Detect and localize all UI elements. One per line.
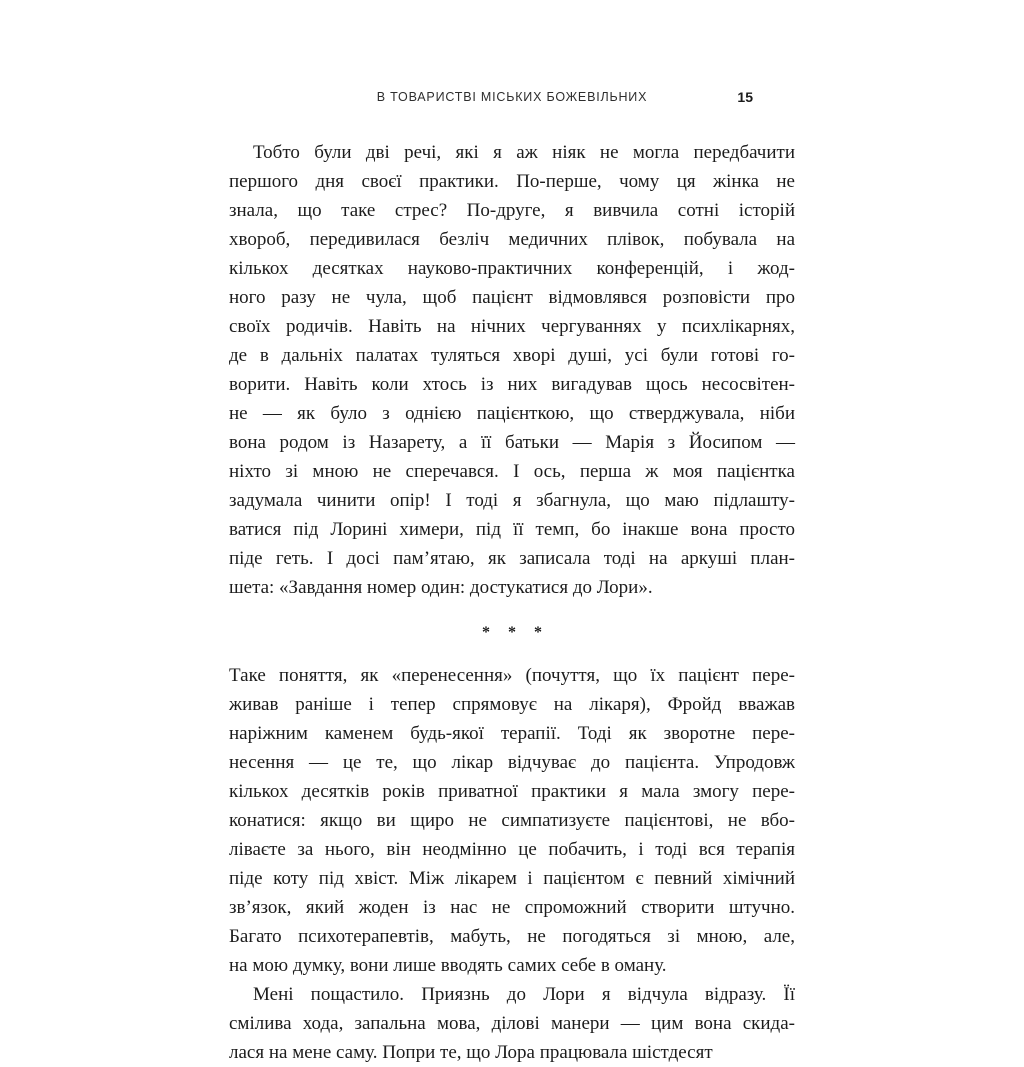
text-line: конатися: якщо ви щиро не симпатизуєте пацієнтові, не вбо- xyxy=(229,810,795,831)
text-line: зв’язок, який жоден із нас не спроможний створити штучно. xyxy=(229,897,795,918)
text-line: де в дальніх палатах туляться хворі душі, усі були готові го- xyxy=(229,345,795,366)
text-line: хвороб, передивилася безліч медичних плівок, побувала на xyxy=(229,229,795,250)
page-header xyxy=(229,90,795,108)
text-line: піде геть. І досі пам’ятаю, як записала тоді на аркуші план- xyxy=(229,548,795,569)
text-line: піде коту під хвіст. Між лікарем і пацієнтом є певний хімічний xyxy=(229,868,795,889)
text-block xyxy=(229,138,795,1067)
text-line: на мою думку, вони лише вводять самих себе в оману. xyxy=(229,955,667,976)
text-line: кількох десятків років приватної практики я мала змогу пере- xyxy=(229,781,795,802)
text-line: шета: «Завдання номер один: достукатися до Лори». xyxy=(229,577,653,598)
text-line: Багато психотерапевтів, мабуть, не погодяться зі мною, але, xyxy=(229,926,795,947)
text-line: несення — це те, що лікар відчуває до пацієнта. Упродовж xyxy=(229,752,795,773)
section-separator: * * * xyxy=(482,624,549,641)
text-line: ватися під Лорині химери, під її темп, бо інакше вона просто xyxy=(229,519,795,540)
text-line: лася на мене саму. Попри те, що Лора працювала шістдесят xyxy=(229,1042,713,1063)
text-line: не — як було з однією пацієнткою, що стверджувала, ніби xyxy=(229,403,795,424)
text-line: ліваєте за нього, він неодмінно це побачить, і тоді вся терапія xyxy=(229,839,795,860)
text-line: живав раніше і тепер спрямовує на лікаря), Фройд вважав xyxy=(229,694,795,715)
text-line: ворити. Навіть коли хтось із них вигадував щось несосвітен- xyxy=(229,374,795,395)
paragraph xyxy=(229,138,795,602)
page-content xyxy=(229,0,795,1067)
text-line: ного разу не чула, щоб пацієнт відмовлявся розповісти про xyxy=(229,287,795,308)
paragraph xyxy=(229,661,795,980)
text-line: своїх родичів. Навіть на нічних чергуваннях у психлікарнях, xyxy=(229,316,795,337)
text-line: смілива хода, запальна мова, ділові манери — цим вона скида- xyxy=(229,1013,795,1034)
text-line: Таке поняття, як «перенесення» (почуття, що їх пацієнт пере- xyxy=(229,665,795,686)
text-line: ніхто зі мною не сперечався. І ось, перша ж моя пацієнтка xyxy=(229,461,795,482)
running-header: В ТОВАРИСТВІ МІСЬКИХ БОЖЕВІЛЬНИХ xyxy=(376,90,648,104)
text-line: наріжним каменем будь-якої терапії. Тоді як зворотне пере- xyxy=(229,723,795,744)
page-number: 15 xyxy=(737,89,753,105)
text-line: кількох десятках науково-практичних конференцій, і жод- xyxy=(229,258,795,279)
paragraph xyxy=(229,980,795,1067)
text-line: вона родом із Назарету, а її батьки — Марія з Йосипом — xyxy=(229,432,795,453)
text-line: знала, що таке стрес? По-друге, я вивчила сотні історій xyxy=(229,200,795,221)
text-line: Мені пощастило. Приязнь до Лори я відчула відразу. Її xyxy=(253,984,795,1005)
text-line: першого дня своєї практики. По-перше, чому ця жінка не xyxy=(229,171,795,192)
text-line: Тобто були дві речі, які я аж ніяк не могла передбачити xyxy=(253,142,795,163)
text-line: задумала чинити опір! І тоді я збагнула, що маю підлашту- xyxy=(229,490,795,511)
